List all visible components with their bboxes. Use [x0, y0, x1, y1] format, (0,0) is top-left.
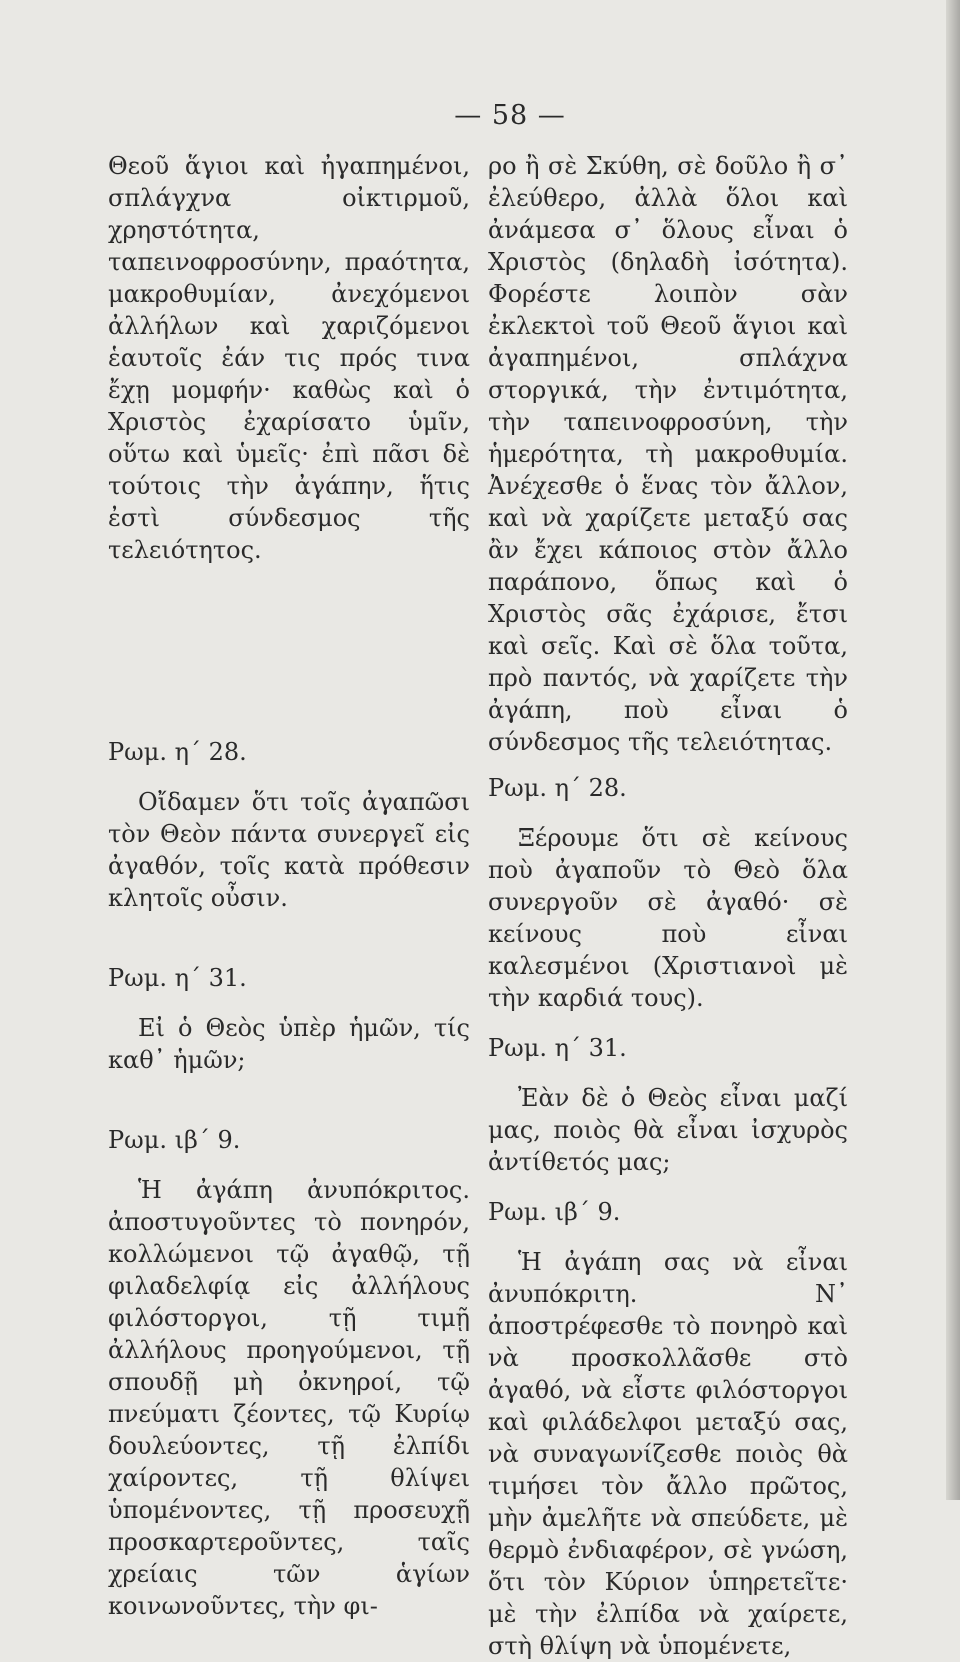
- page-edge: [946, 0, 960, 1500]
- left-column-greek-original: [108, 150, 470, 1622]
- left-reference-rom-8-31: Ρωμ. η΄ 31.: [108, 964, 247, 992]
- right-reference-rom-8-31: Ρωμ. η΄ 31.: [488, 1034, 627, 1062]
- page-number: — 58 —: [454, 100, 566, 131]
- right-column-modern-translation: [488, 150, 848, 1662]
- right-quote-rom-12-9: Ἡ ἀγάπη σας νὰ εἶναι ἀνυπόκριτη. Ν᾿ ἀποστρέφεσθε τὸ πονηρὸ καὶ νὰ προσκολλᾶσθε στὸ ἀγαθό, νὰ εἶστε φιλόστοργοι καὶ φιλάδελφοι μεταξύ σας, νὰ συναγωνίζεσθε ποιὸς θὰ τιμήσει τὸν ἄλλο πρῶτος, μὴν ἀμελῆτε νὰ σπεύδετε, μὲ θερμὸ ἐνδιαφέρον, σὲ γνώση, ὅτι τὸν Κύριον ὑπηρετεῖτε· μὲ τὴν ἐλπίδα νὰ χαίρετε, στὴ θλίψη νὰ ὑπομένετε,: [488, 1248, 848, 1660]
- left-reference-rom-8-28: Ρωμ. η΄ 28.: [108, 738, 247, 766]
- right-quote-rom-8-31: Ἐὰν δὲ ὁ Θεὸς εἶναι μαζί μας, ποιὸς θὰ εἶναι ἰσχυρὸς ἀντίθετός μας;: [488, 1084, 848, 1176]
- right-reference-rom-12-9: Ρωμ. ιβ΄ 9.: [488, 1198, 621, 1226]
- right-reference-rom-8-28: Ρωμ. η΄ 28.: [488, 774, 627, 802]
- left-reference-rom-12-9: Ρωμ. ιβ΄ 9.: [108, 1126, 241, 1154]
- left-paragraph-colossians: Θεοῦ ἅγιοι καὶ ἠγαπημένοι, σπλάγχνα οἰκτιρμοῦ, χρηστότητα, ταπεινοφροσύνην, πραότητα, μακροθυμίαν, ἀνεχόμενοι ἀλλήλων καὶ χαριζόμενοι ἑαυτοῖς ἐάν τις πρός τινα ἔχῃ μομφήν· καθὼς καὶ ὁ Χριστὸς ἐχαρίσατο ὑμῖν, οὕτω καὶ ὑμεῖς· ἐπὶ πᾶσι δὲ τούτοις τὴν ἀγάπην, ἥτις ἐστὶ σύνδεσμος τῆς τελειότητος.: [108, 152, 470, 564]
- left-quote-rom-8-31: Εἰ ὁ Θεὸς ὑπὲρ ἡμῶν, τίς καθ᾿ ἡμῶν;: [108, 1014, 470, 1074]
- left-quote-rom-8-28: Οἴδαμεν ὅτι τοῖς ἀγαπῶσι τὸν Θεὸν πάντα συνεργεῖ εἰς ἀγαθόν, τοῖς κατὰ πρόθεσιν κλητοῖς οὖσιν.: [108, 788, 470, 912]
- right-quote-rom-8-28: Ξέρουμε ὅτι σὲ κείνους ποὺ ἀγαποῦν τὸ Θεὸ ὅλα συνεργοῦν σὲ ἀγαθό· σὲ κείνους ποὺ εἶναι καλεσμένοι (Χριστιανοὶ μὲ τὴν καρδιά τους).: [488, 824, 848, 1012]
- right-paragraph-colossians: ρο ἢ σὲ Σκύθη, σὲ δοῦλο ἢ σ᾿ ἐλεύθερο, ἀλλὰ ὅλοι καὶ ἀνάμεσα σ᾿ ὅλους εἶναι ὁ Χριστὸς (δηλαδὴ ἰσότητα). Φορέστε λοιπὸν σὰν ἐκλεκτοὶ τοῦ Θεοῦ ἅγιοι καὶ ἀγαπημένοι, σπλάχνα στοργικά, τὴν ἐντιμότητα, τὴν ταπεινοφροσύνη, τὴν ἡμερότητα, τὴ μακροθυμία. Ἀνέχεσθε ὁ ἕνας τὸν ἄλλον, καὶ νὰ χαρίζετε μεταξύ σας ἂν ἔχει κάποιος στὸν ἄλλο παράπονο, ὅπως καὶ ὁ Χριστὸς σᾶς ἐχάρισε, ἔτσι καὶ σεῖς. Καὶ σὲ ὅλα τοῦτα, πρὸ παντός, νὰ χαρίζετε τὴν ἀγάπη, ποὺ εἶναι ὁ σύνδεσμος τῆς τελειότητας.: [488, 152, 848, 756]
- left-quote-rom-12-9: Ἡ ἀγάπη ἀνυπόκριτος. ἀποστυγοῦντες τὸ πονηρόν, κολλώμενοι τῷ ἀγαθῷ, τῇ φιλαδελφίᾳ εἰς ἀλλήλους φιλόστοργοι, τῇ τιμῇ ἀλλήλους προηγούμενοι, τῇ σπουδῇ μὴ ὀκνηροί, τῷ πνεύματι ζέοντες, τῷ Κυρίῳ δουλεύοντες, τῇ ἐλπίδι χαίροντες, τῇ θλίψει ὑπομένοντες, τῇ προσευχῇ προσκαρτεροῦντες, ταῖς χρείαις τῶν ἁγίων κοινωνοῦντες, τὴν φι-: [108, 1176, 470, 1620]
